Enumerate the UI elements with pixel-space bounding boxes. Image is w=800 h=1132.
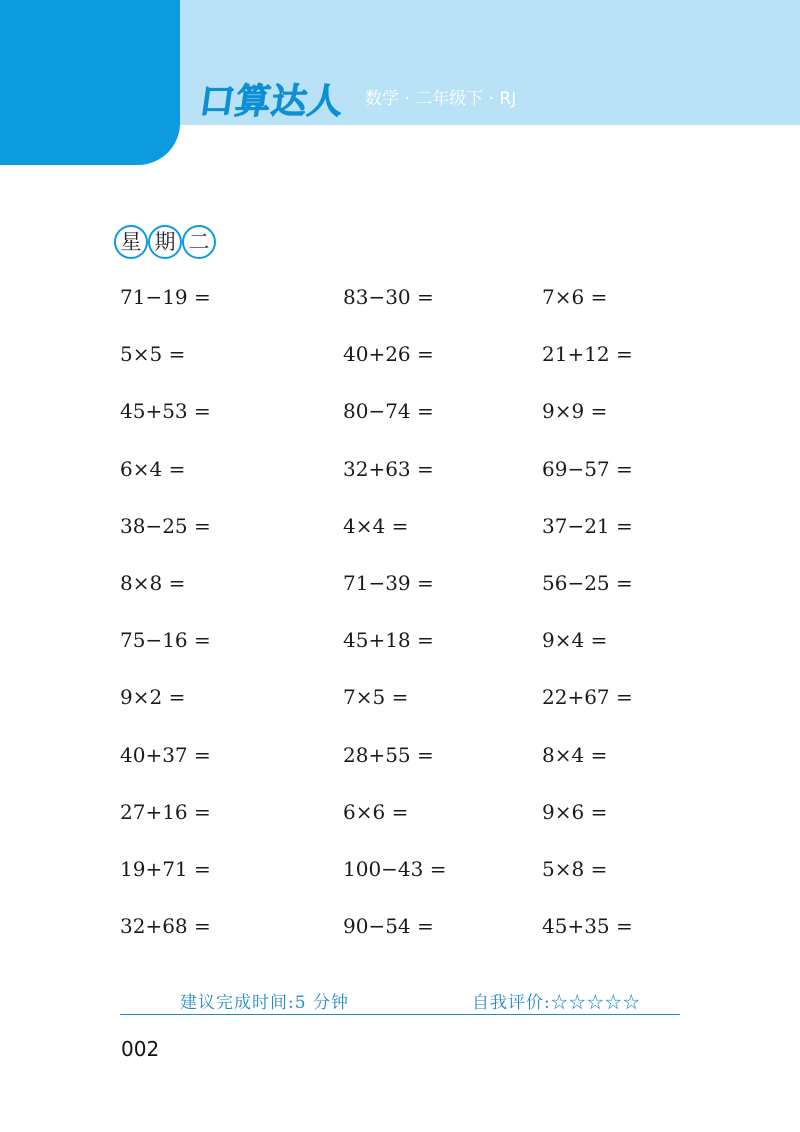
problem: 9×2 =: [120, 685, 186, 710]
problem: 40+37 =: [120, 742, 211, 767]
footer-divider: [120, 1014, 680, 1015]
problem-row: [120, 511, 680, 568]
brand-title: 口算达人: [196, 82, 347, 122]
problem: 5×8 =: [542, 856, 608, 881]
problem: 9×6 =: [542, 799, 608, 824]
problem-row: [120, 682, 680, 739]
problem: 27+16 =: [120, 799, 211, 824]
problem: 6×4 =: [120, 456, 186, 481]
header-tab-block: [0, 0, 180, 165]
problem-row: [120, 282, 680, 339]
problem-row: [120, 339, 680, 396]
problem-row: [120, 911, 680, 968]
problem: 80−74 =: [343, 399, 434, 424]
problem: 28+55 =: [343, 742, 434, 767]
problem: 56−25 =: [542, 570, 633, 595]
problem-row: [120, 454, 680, 511]
problem: 8×8 =: [120, 570, 186, 595]
problem: 71−19 =: [120, 285, 211, 309]
problem: 32+63 =: [343, 456, 434, 481]
problem: 38−25 =: [120, 513, 211, 538]
problem: 9×4 =: [542, 628, 608, 653]
problem-row: [120, 396, 680, 453]
page-number: 002: [121, 1037, 160, 1061]
problem: 83−30 =: [343, 285, 434, 309]
problem: 9×9 =: [542, 399, 608, 424]
problem: 7×6 =: [542, 285, 608, 309]
problem: 37−21 =: [542, 513, 633, 538]
problem: 6×6 =: [343, 799, 409, 824]
problem: 45+53 =: [120, 399, 211, 424]
problem: 5×5 =: [120, 342, 186, 367]
problem: 75−16 =: [120, 628, 211, 653]
problem-row: [120, 625, 680, 682]
problem: 22+67 =: [542, 685, 633, 710]
problem: 21+12 =: [542, 342, 633, 367]
day-char: 星: [120, 230, 142, 254]
suggested-time: 建议完成时间:5 分钟: [180, 993, 349, 1013]
day-badge: [114, 222, 216, 262]
self-evaluation: 自我评价:☆☆☆☆☆: [472, 993, 641, 1013]
problem: 32+68 =: [120, 914, 211, 939]
problem: 7×5 =: [343, 685, 409, 710]
book-subtitle: 数学 · 二年级下 · RJ: [365, 89, 517, 109]
problem-row: [120, 740, 680, 797]
problem: 90−54 =: [343, 914, 434, 939]
problem: 19+71 =: [120, 856, 211, 881]
problem: 69−57 =: [542, 456, 633, 481]
problem: 4×4 =: [343, 513, 409, 538]
problem: 45+18 =: [343, 628, 434, 653]
problem: 8×4 =: [542, 742, 608, 767]
problem: 40+26 =: [343, 342, 434, 367]
problem-row: [120, 568, 680, 625]
problem: 45+35 =: [542, 914, 633, 939]
day-char: 二: [188, 230, 210, 254]
problem: 100−43 =: [343, 856, 447, 881]
problem-grid: [120, 282, 680, 968]
day-char: 期: [154, 230, 176, 254]
problem-row: [120, 797, 680, 854]
problem-row: [120, 854, 680, 911]
problem: 71−39 =: [343, 570, 434, 595]
